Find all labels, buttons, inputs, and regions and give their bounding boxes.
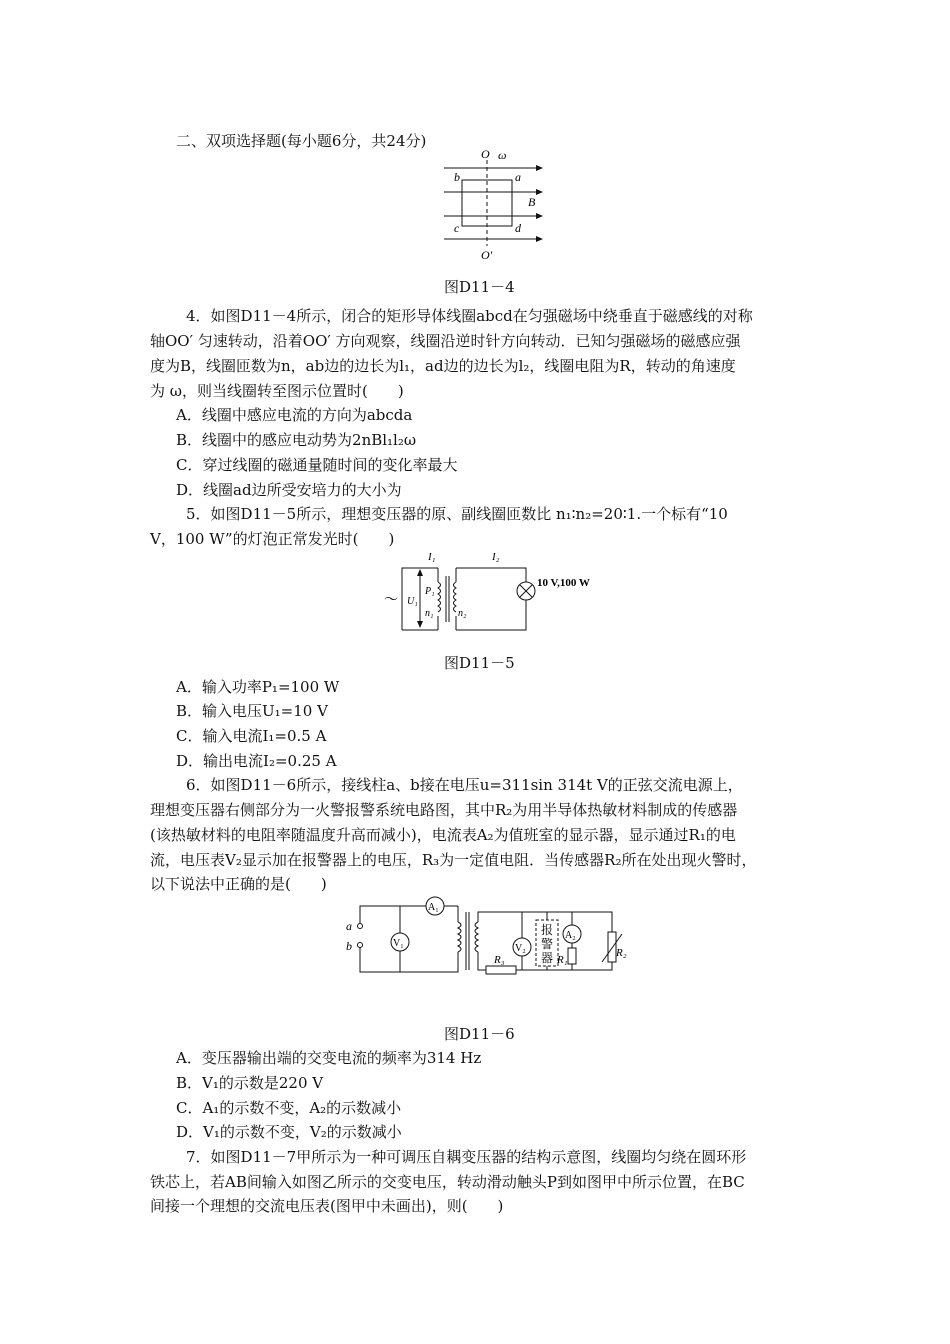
voltmeter-v2: V₂ xyxy=(515,943,526,954)
q4-option-b: B．线圈中的感应电动势为2nBl₁l₂ω xyxy=(176,431,417,449)
label-omega: ω xyxy=(498,148,507,162)
q6-line-1: 6．如图D11－6所示，接线柱a、b接在电压u=311sin 314t V的正弦交流电源上， xyxy=(186,776,743,794)
q7-line-3: 间接一个理想的交流电压表(图甲中未画出)，则( ) xyxy=(150,1197,504,1215)
figure-d11-4 xyxy=(440,146,550,264)
label-i2: I₂ xyxy=(492,551,500,563)
caption-d11-5: 图D11－5 xyxy=(444,654,515,672)
caption-d11-6: 图D11－6 xyxy=(444,1025,515,1043)
label-i1: I₁ xyxy=(428,551,436,563)
q6-option-b: B．V₁的示数是220 V xyxy=(176,1074,324,1092)
label-o: O xyxy=(481,147,490,161)
q6-option-c: C．A₁的示数不变，A₂的示数减小 xyxy=(176,1099,402,1117)
q4-line-4: 为 ω，则当线圈转至图示位置时( ) xyxy=(150,382,404,400)
q4-line-2: 轴OO′ 匀速转动，沿着OO′ 方向观察，线圈沿逆时针方向转动．已知匀强磁场的磁感应强 xyxy=(150,332,741,350)
label-a: a xyxy=(515,170,521,184)
alarm-char-1: 报 xyxy=(541,923,554,937)
figure-d11-6 xyxy=(340,890,630,984)
figure-d11-5 xyxy=(380,542,620,634)
q6-line-4: 流，电压表V₂显示加在报警器上的电压，R₃为一定值电阻．当传感器R₂所在处出现火警时， xyxy=(150,851,757,869)
q5-line-2: V，100 W”的灯泡正常发光时( ) xyxy=(150,530,395,548)
q7-line-2: 铁芯上，若AB间输入如图乙所示的交变电压，转动滑动触头P到如图甲中所示位置，在BC xyxy=(150,1173,745,1191)
q7-line-1: 7．如图D11－7甲所示为一种可调压自耦变压器的结构示意图，线圈均匀绕在圆环形 xyxy=(186,1148,747,1166)
q6-line-3: (该热敏材料的电阻率随温度升高而减小)，电流表A₂为值班室的显示器，显示通过R₁的电 xyxy=(150,826,736,844)
label-u1: U₁ xyxy=(407,596,418,607)
q4-option-c: C．穿过线圈的磁通量随时间的变化率最大 xyxy=(176,456,458,474)
caption-d11-4: 图D11－4 xyxy=(444,278,515,296)
q4-line-1: 4．如图D11－4所示，闭合的矩形导体线圈abcd在匀强磁场中绕垂直于磁感线的对称 xyxy=(186,307,753,325)
q4-option-d: D．线圈ad边所受安培力的大小为 xyxy=(176,481,402,499)
label-r3: R₃ xyxy=(494,954,505,966)
alarm-char-3: 器 xyxy=(541,951,554,965)
label-d: d xyxy=(515,221,521,235)
ac-source-symbol: ～ xyxy=(384,593,398,608)
label-o-prime: O′ xyxy=(481,248,493,262)
label-r2: R₂ xyxy=(616,947,627,959)
q6-option-d: D．V₁的示数不变，V₂的示数减小 xyxy=(176,1123,402,1141)
terminal-b: b xyxy=(346,939,352,953)
label-c: c xyxy=(454,221,460,235)
q4-line-3: 度为B，线圈匝数为n，ab边的边长为l₁，ad边的边长为l₂，线圈电阻为R，转动的角速度 xyxy=(150,357,736,375)
voltmeter-v1: V₁ xyxy=(393,938,404,949)
q5-option-a: A．输入功率P₁=100 W xyxy=(176,678,340,696)
ammeter-a2: A₂ xyxy=(565,930,576,941)
q5-option-d: D．输出电流I₂=0.25 A xyxy=(176,752,337,770)
label-r1: R₁ xyxy=(557,954,568,966)
alarm-char-2: 警 xyxy=(541,937,554,951)
q6-line-2: 理想变压器右侧部分为一火警报警系统电路图，其中R₂为用半导体热敏材料制成的传感器 xyxy=(150,801,738,819)
label-n2: n₂ xyxy=(458,608,467,619)
q4-option-a: A．线圈中感应电流的方向为abcda xyxy=(176,406,413,424)
label-b: b xyxy=(454,170,460,184)
ammeter-a1: A₁ xyxy=(428,902,439,913)
label-n1: n₁ xyxy=(425,608,434,619)
terminal-a: a xyxy=(346,919,352,933)
q5-option-c: C．输入电流I₁=0.5 A xyxy=(176,727,327,745)
label-B: B xyxy=(528,195,536,209)
q6-option-a: A．变压器输出端的交变电流的频率为314 Hz xyxy=(176,1049,482,1067)
label-lamp-rating: 10 V,100 W xyxy=(537,577,590,589)
q6-line-5: 以下说法中正确的是( ) xyxy=(150,875,327,893)
q5-line-1: 5．如图D11－5所示，理想变压器的原、副线圈匝数比 n₁∶n₂=20∶1.一个标有“10 xyxy=(186,505,728,523)
section-heading: 二、双项选择题(每小题6分，共24分) xyxy=(176,132,427,150)
label-p1: P₁ xyxy=(425,586,435,597)
q5-option-b: B．输入电压U₁=10 V xyxy=(176,702,328,720)
